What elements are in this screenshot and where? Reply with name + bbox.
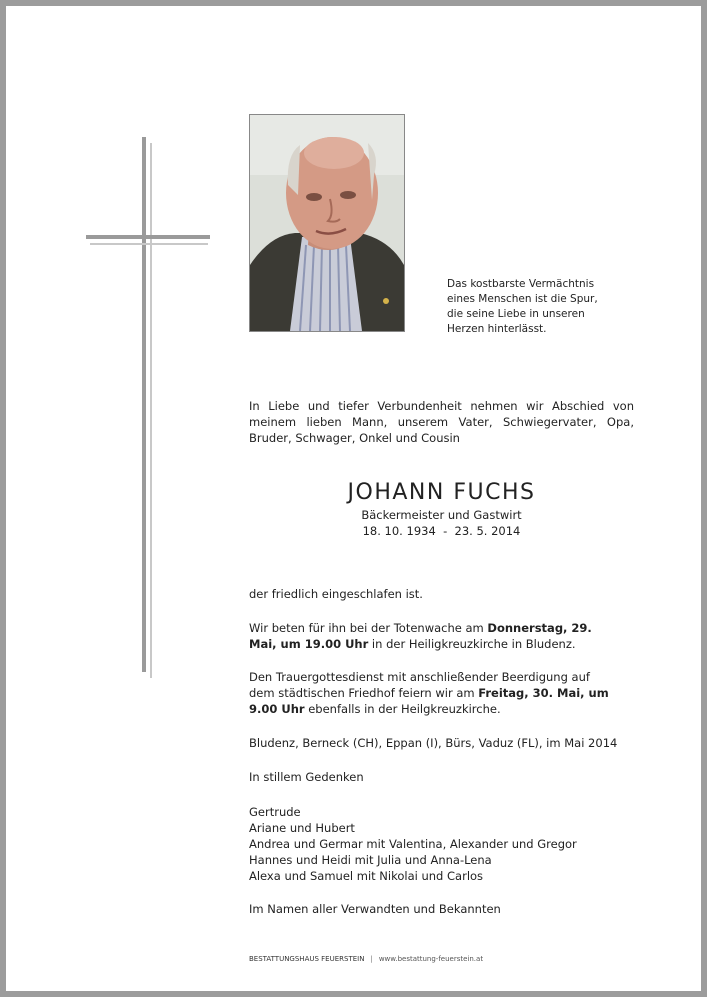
- place-date: Bludenz, Berneck (CH), Eppan (I), Bürs, Vaduz (FL), im Mai 2014: [249, 736, 618, 750]
- funeral-home-url[interactable]: www.bestattung-feuerstein.at: [378, 955, 484, 963]
- farewell-intro: In Liebe und tiefer Verbundenheit nehmen wir Abschied von meinem lieben Mann, unserem Vater, Schwiegervater, Opa, Bruder, Schwager, Onkel und Cousin: [249, 399, 634, 445]
- family-member: Alexa und Samuel mit Nikolai und Carlos: [249, 869, 484, 883]
- memorial-quote: [447, 277, 617, 337]
- quote-line: eines Menschen ist die Spur,: [447, 293, 598, 305]
- family-list: [249, 804, 644, 884]
- family-member: Gertrude: [249, 805, 301, 819]
- cross-vertical-bar: [142, 137, 146, 672]
- quote-line: Herzen hinterlässt.: [447, 323, 547, 335]
- family-member: Hannes und Heidi mit Julia und Anna-Lena: [249, 853, 492, 867]
- footer-separator: |: [370, 955, 373, 963]
- portrait-photo: [249, 114, 405, 332]
- life-dates: 18. 10. 1934 - 23. 5. 2014: [362, 524, 521, 538]
- in-memory-heading: In stillem Gedenken: [249, 770, 364, 784]
- deceased-occupation: Bäckermeister und Gastwirt: [361, 508, 522, 522]
- vigil-datetime: Donnerstag, 29. Mai, um 19.00 Uhr: [249, 621, 592, 651]
- quote-line: die seine Liebe in unseren: [447, 308, 585, 320]
- relatives-line: Im Namen aller Verwandten und Bekannten: [249, 902, 501, 916]
- funeral-notice: Den Trauergottesdienst mit anschließender Beerdigung auf dem städtischen Friedhof feiern wir am Freitag, 30. Mai, um 9.00 Uhr ebenfalls in der Heilgkreuzkirche.: [249, 670, 609, 716]
- cross-horizontal-shadow: [90, 243, 208, 245]
- cross-horizontal-bar: [86, 235, 210, 239]
- obituary-page: [6, 6, 701, 991]
- footer: [249, 955, 483, 963]
- family-member: Ariane und Hubert: [249, 821, 355, 835]
- family-member: Andrea und Germar mit Valentina, Alexander und Gregor: [249, 837, 577, 851]
- funeral-home-name: BESTATTUNGSHAUS FEUERSTEIN: [249, 955, 365, 963]
- deceased-name: JOHANN FUCHS: [347, 480, 536, 505]
- quote-line: Das kostbarste Vermächtnis: [447, 278, 595, 290]
- funeral-datetime: Freitag, 30. Mai, um 9.00 Uhr: [249, 686, 609, 716]
- cross-vertical-shadow: [150, 143, 152, 678]
- vigil-notice: Wir beten für ihn bei der Totenwache am Donnerstag, 29. Mai, um 19.00 Uhr in der Heiligkreuzkirche in Bludenz.: [249, 621, 592, 651]
- passed-text: der friedlich eingeschlafen ist.: [249, 587, 423, 601]
